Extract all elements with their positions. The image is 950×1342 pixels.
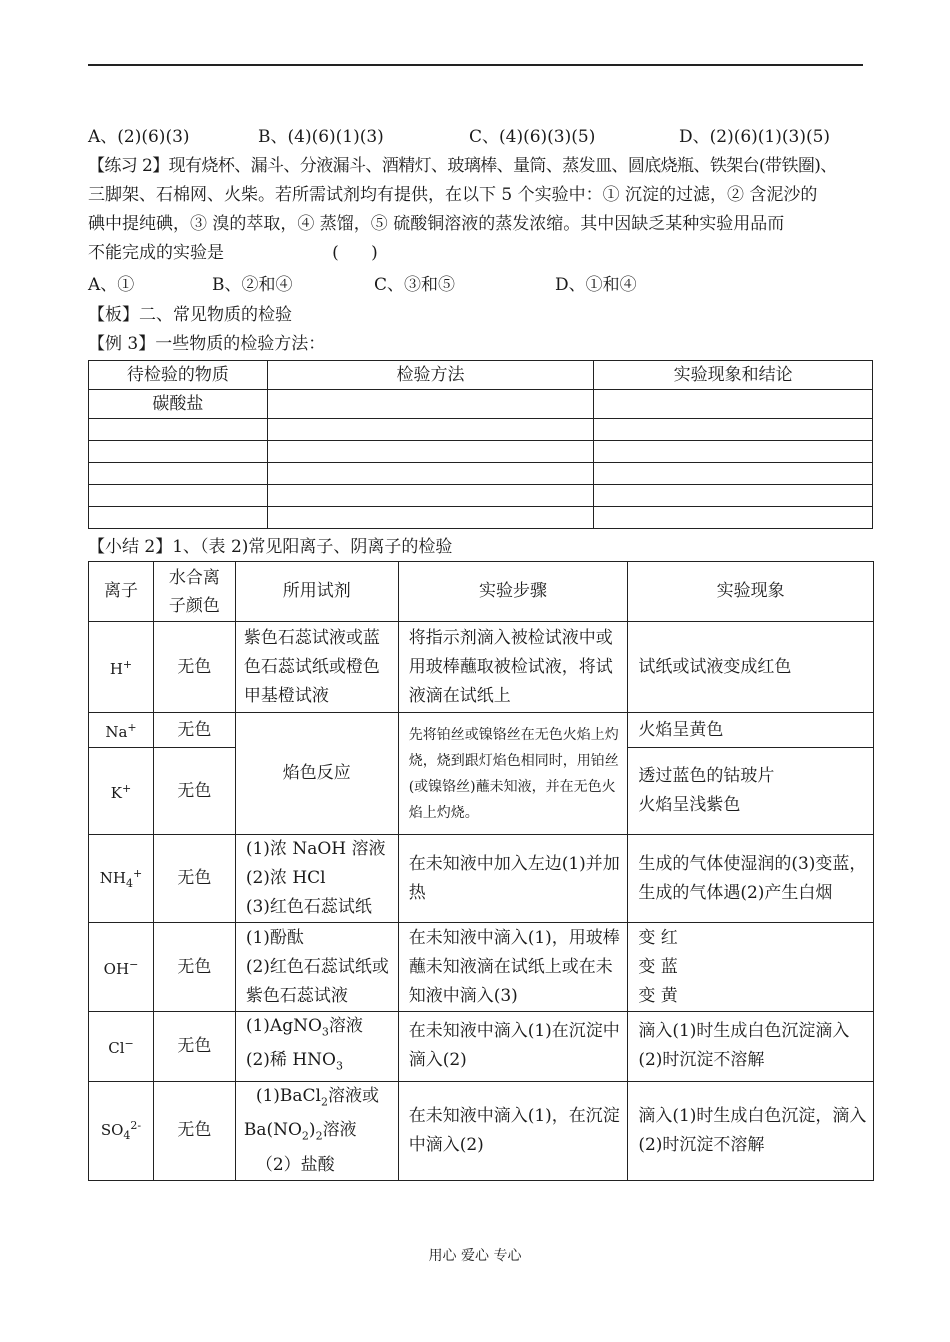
table-cell: [267, 485, 594, 507]
table-row: [89, 1081, 874, 1180]
table-cell: [267, 507, 594, 529]
phenomenon-cell: 变 红 变 蓝 变 黄: [628, 923, 874, 1012]
example-3-heading: 【例 3】一些物质的检验方法：: [88, 334, 326, 354]
phenomenon-cell: 滴入(1)时生成白色沉淀，滴入(2)时沉淀不溶解: [628, 1081, 874, 1180]
table-cell: [89, 485, 268, 507]
summary-2-heading: 【小结 2】1、（表 2)常见阳离子、阴离子的检验: [88, 537, 453, 557]
table-header: 水合离子颜色: [153, 562, 235, 622]
ion-cell: Cl−: [89, 1012, 154, 1082]
table-row: [89, 835, 874, 923]
practice-2-options: [88, 271, 873, 300]
ion-cell: K+: [89, 748, 154, 835]
table-cell: [594, 463, 873, 485]
table-cell: [267, 441, 594, 463]
reagent-cell: 焰色反应: [235, 713, 398, 835]
ion-test-table: [88, 561, 874, 1181]
table-cell: [89, 507, 268, 529]
table-row: [89, 1012, 874, 1082]
option-a: A、(2)(6)(3): [88, 127, 190, 147]
color-cell: 无色: [153, 1081, 235, 1180]
ion-cell: OH−: [89, 923, 154, 1012]
section-heading: 【板】二、常见物质的检验: [88, 305, 292, 325]
color-cell: 无色: [153, 622, 235, 713]
table-header: 待检验的物质: [89, 361, 268, 390]
step-cell: 将指示剂滴入被检试液中或用玻棒蘸取被检试液，将试液滴在试纸上: [398, 622, 628, 713]
practice-2-line: 不能完成的实验是 ( ): [88, 243, 378, 263]
step-cell: 在未知液中滴入(1)，用玻棒蘸未知液滴在试纸上或在未知液中滴入(3): [398, 923, 628, 1012]
reagent-cell: (1)BaCl$_2$溶液或 $Ba(NO_2)_2$溶液 （2）盐酸: [235, 1081, 398, 1180]
table-header: 离子: [89, 562, 154, 622]
color-cell: 无色: [153, 923, 235, 1012]
practice-2-line: 三脚架、石棉网、火柴。若所需试剂均有提供，在以下 5 个实验中：① 沉淀的过滤，② 含泥沙的: [88, 185, 818, 205]
color-cell: 无色: [153, 1012, 235, 1082]
table-header: 所用试剂: [235, 562, 398, 622]
table-cell: 碳酸盐: [89, 390, 268, 419]
table-cell: [89, 419, 268, 441]
table-header: 检验方法: [267, 361, 594, 390]
phenomenon-cell: 透过蓝色的钴玻片 火焰呈浅紫色: [628, 748, 874, 835]
table-cell: [594, 507, 873, 529]
header-rule: [88, 64, 863, 66]
option-d: D、(2)(6)(1)(3)(5): [679, 127, 831, 147]
step-cell: 在未知液中滴入(1)，在沉淀中滴入(2): [398, 1081, 628, 1180]
reagent-cell: (1)浓 NaOH 溶液 (2)浓 HCl (3)红色石蕊试纸: [235, 835, 398, 923]
step-cell: 先将铂丝或镍铬丝在无色火焰上灼烧，烧到跟灯焰色相同时，用铂丝(或镍铬丝)蘸未知液，并在无色火焰上灼烧。: [398, 713, 628, 835]
practice-2: [88, 152, 873, 268]
color-cell: 无色: [153, 713, 235, 748]
table-cell: [267, 419, 594, 441]
reagent-cell: 紫色石蕊试液或蓝色石蕊试纸或橙色甲基橙试液: [235, 622, 398, 713]
table-cell: [594, 390, 873, 419]
table-header: 实验步骤: [398, 562, 628, 622]
table-cell: [594, 485, 873, 507]
table-cell: [267, 390, 594, 419]
phenomenon-cell: 火焰呈黄色: [628, 713, 874, 748]
table-row: [89, 713, 874, 748]
table-header: 实验现象和结论: [594, 361, 873, 390]
table-row: [89, 923, 874, 1012]
table-header: 实验现象: [628, 562, 874, 622]
table-row: [89, 622, 874, 713]
color-cell: 无色: [153, 748, 235, 835]
practice-2-line: 【练习 2】现有烧杯、漏斗、分液漏斗、酒精灯、玻璃棒、量筒、蒸发皿、圆底烧瓶、铁架台(带铁圈)、: [88, 156, 837, 176]
table-cell: [594, 419, 873, 441]
table-cell: [594, 441, 873, 463]
substance-test-table: [88, 360, 873, 529]
practice-2-line: 碘中提纯碘，③ 溴的萃取，④ 蒸馏，⑤ 硫酸铜溶液的蒸发浓缩。其中因缺乏某种实验用品而: [88, 214, 785, 234]
ion-cell: H+: [89, 622, 154, 713]
page-footer: 用心 爱心 专心: [428, 1248, 522, 1264]
option-c: C、③和⑤: [374, 275, 456, 295]
option-a: A、①: [88, 275, 135, 295]
table-cell: [89, 441, 268, 463]
option-b: B、(4)(6)(1)(3): [258, 127, 384, 147]
step-cell: 在未知液中加入左边(1)并加热: [398, 835, 628, 923]
option-c: C、(4)(6)(3)(5): [469, 127, 596, 147]
table-cell: [89, 463, 268, 485]
phenomenon-cell: 滴入(1)时生成白色沉淀滴入(2)时沉淀不溶解: [628, 1012, 874, 1082]
option-d: D、①和④: [555, 275, 637, 295]
reagent-cell: (1)AgNO$_3$溶液 (2)稀 $HNO_3$: [235, 1012, 398, 1082]
ion-cell: $SO_4^{2-}$: [89, 1081, 154, 1180]
ion-cell: $NH_4^+$: [89, 835, 154, 923]
step-cell: 在未知液中滴入(1)在沉淀中滴入(2): [398, 1012, 628, 1082]
ion-cell: Na+: [89, 713, 154, 748]
color-cell: 无色: [153, 835, 235, 923]
question-options: [88, 123, 873, 152]
reagent-cell: (1)酚酞 (2)红色石蕊试纸或紫色石蕊试液: [235, 923, 398, 1012]
phenomenon-cell: 试纸或试液变成红色: [628, 622, 874, 713]
option-b: B、②和④: [212, 275, 293, 295]
phenomenon-cell: 生成的气体使湿润的(3)变蓝，生成的气体遇(2)产生白烟: [628, 835, 874, 923]
table-cell: [267, 463, 594, 485]
